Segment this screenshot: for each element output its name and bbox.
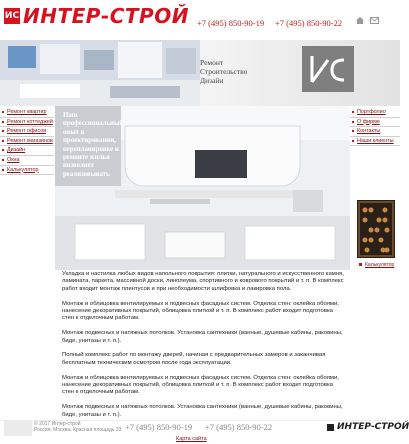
banner-slogan	[200, 58, 247, 85]
left-nav-item-shops[interactable]: Ремонт магазинов	[0, 137, 54, 147]
logo-text[interactable]: ИНТЕР-СТРОЙ	[23, 4, 189, 28]
right-nav-item-contacts[interactable]: Контакты	[350, 127, 400, 137]
left-nav-item-apartments[interactable]: Ремонт квартир	[0, 108, 54, 118]
slogan-line: Ремонт	[200, 58, 224, 67]
content-paragraph: Монтаж подвесных и натяжных потолков. Установка сантехники (ванные, душевые кабины, раковины, биде, унитазы и т. п.).	[62, 404, 343, 418]
big-logo-icon	[302, 46, 354, 92]
right-nav-item-portfolio[interactable]: Портфолио	[350, 108, 400, 118]
left-nav	[0, 108, 54, 175]
banner-text: Наш профессиональный опыт в проектировании, перепланировке и ремонте жилья позволяет реализовывать	[63, 112, 124, 178]
copyright-line: © 2017 Интер-строй	[34, 421, 81, 427]
header-phone-1: +7 (495) 850-90-19	[197, 18, 265, 28]
right-nav-item-about[interactable]: О фирме	[350, 118, 400, 128]
footer-logo-icon	[4, 420, 32, 436]
footer-brand-icon	[327, 424, 334, 431]
footer-copyright	[34, 421, 121, 433]
address-line: Россия, Москва, Красная площадь 33	[34, 427, 122, 434]
home-icon[interactable]	[356, 17, 364, 24]
content-paragraph: Монтаж и облицовка вентилируемых и подвесных фасадных систем. Отделка стен: оклейка обоями, нанесение декоративных покрытий, облицовка плиткой и т. п. В комплекс работ входит подготовка стен к отделочным работам.	[62, 300, 339, 322]
slogan-line: Дизайн	[200, 76, 224, 85]
footer-logo-text: ИНТЕР-СТРОЙ	[337, 422, 409, 432]
left-nav-item-design[interactable]: Дизайн	[0, 146, 54, 156]
footer-phone-1: +7 (495) 850-90-19	[125, 422, 193, 432]
main-content	[62, 271, 344, 426]
abacus-icon[interactable]	[357, 200, 395, 258]
sitemap-link[interactable]: Карта сайта	[176, 436, 207, 442]
content-paragraph: Укладка и настилка любых видов напольного покрытия: плитки, натурального и искусственного камня, ламината, паркета, массивной доски, линолеума, спортивного и коврового покрытий и т. п. В комплекс работ входит монтаж плинтусов и при необходимости шлифовка и лакировка пола.	[62, 271, 344, 292]
right-nav-item-clients[interactable]: Наши клиенты	[350, 137, 400, 147]
mail-icon[interactable]	[370, 17, 379, 24]
calculator-link[interactable]: Калькулятор	[365, 262, 395, 268]
slogan-line: Строительство	[200, 67, 248, 76]
content-paragraph: Монтаж подвесных и натяжных потолков. Установка сантехники (ванные, душевые кабины, раковины, биде, унитазы и т. п.).	[62, 330, 343, 344]
content-paragraph: Монтаж и облицовка вентилируемых и подвесных фасадных систем. Отделка стен: оклейка обоями, нанесение декоративных покрытий, облицовка плиткой и т. п. В комплекс работ входит подготовка стен к отделочным работам.	[62, 374, 339, 396]
left-nav-item-cottages[interactable]: Ремонт коттеджей	[0, 118, 54, 128]
content-paragraph: Полный комплекс работ по монтажу дверей, начиная с предварительных замеров и заканчивая бесплатным техническим осмотром после года эксплуатации.	[62, 352, 326, 366]
right-nav	[350, 108, 400, 146]
left-nav-item-offices[interactable]: Ремонт офисов	[0, 127, 54, 137]
left-nav-item-windows[interactable]: Окна	[0, 156, 54, 166]
header-phone-2: +7 (495) 850-90-22	[275, 18, 343, 28]
footer-phone-2: +7 (495) 850-90-22	[205, 422, 273, 432]
bullet-icon	[359, 263, 362, 266]
logo-icon[interactable]: ИС	[4, 8, 20, 24]
banner-photo	[0, 40, 200, 106]
left-nav-item-calculator[interactable]: Калькулятор	[0, 166, 54, 176]
